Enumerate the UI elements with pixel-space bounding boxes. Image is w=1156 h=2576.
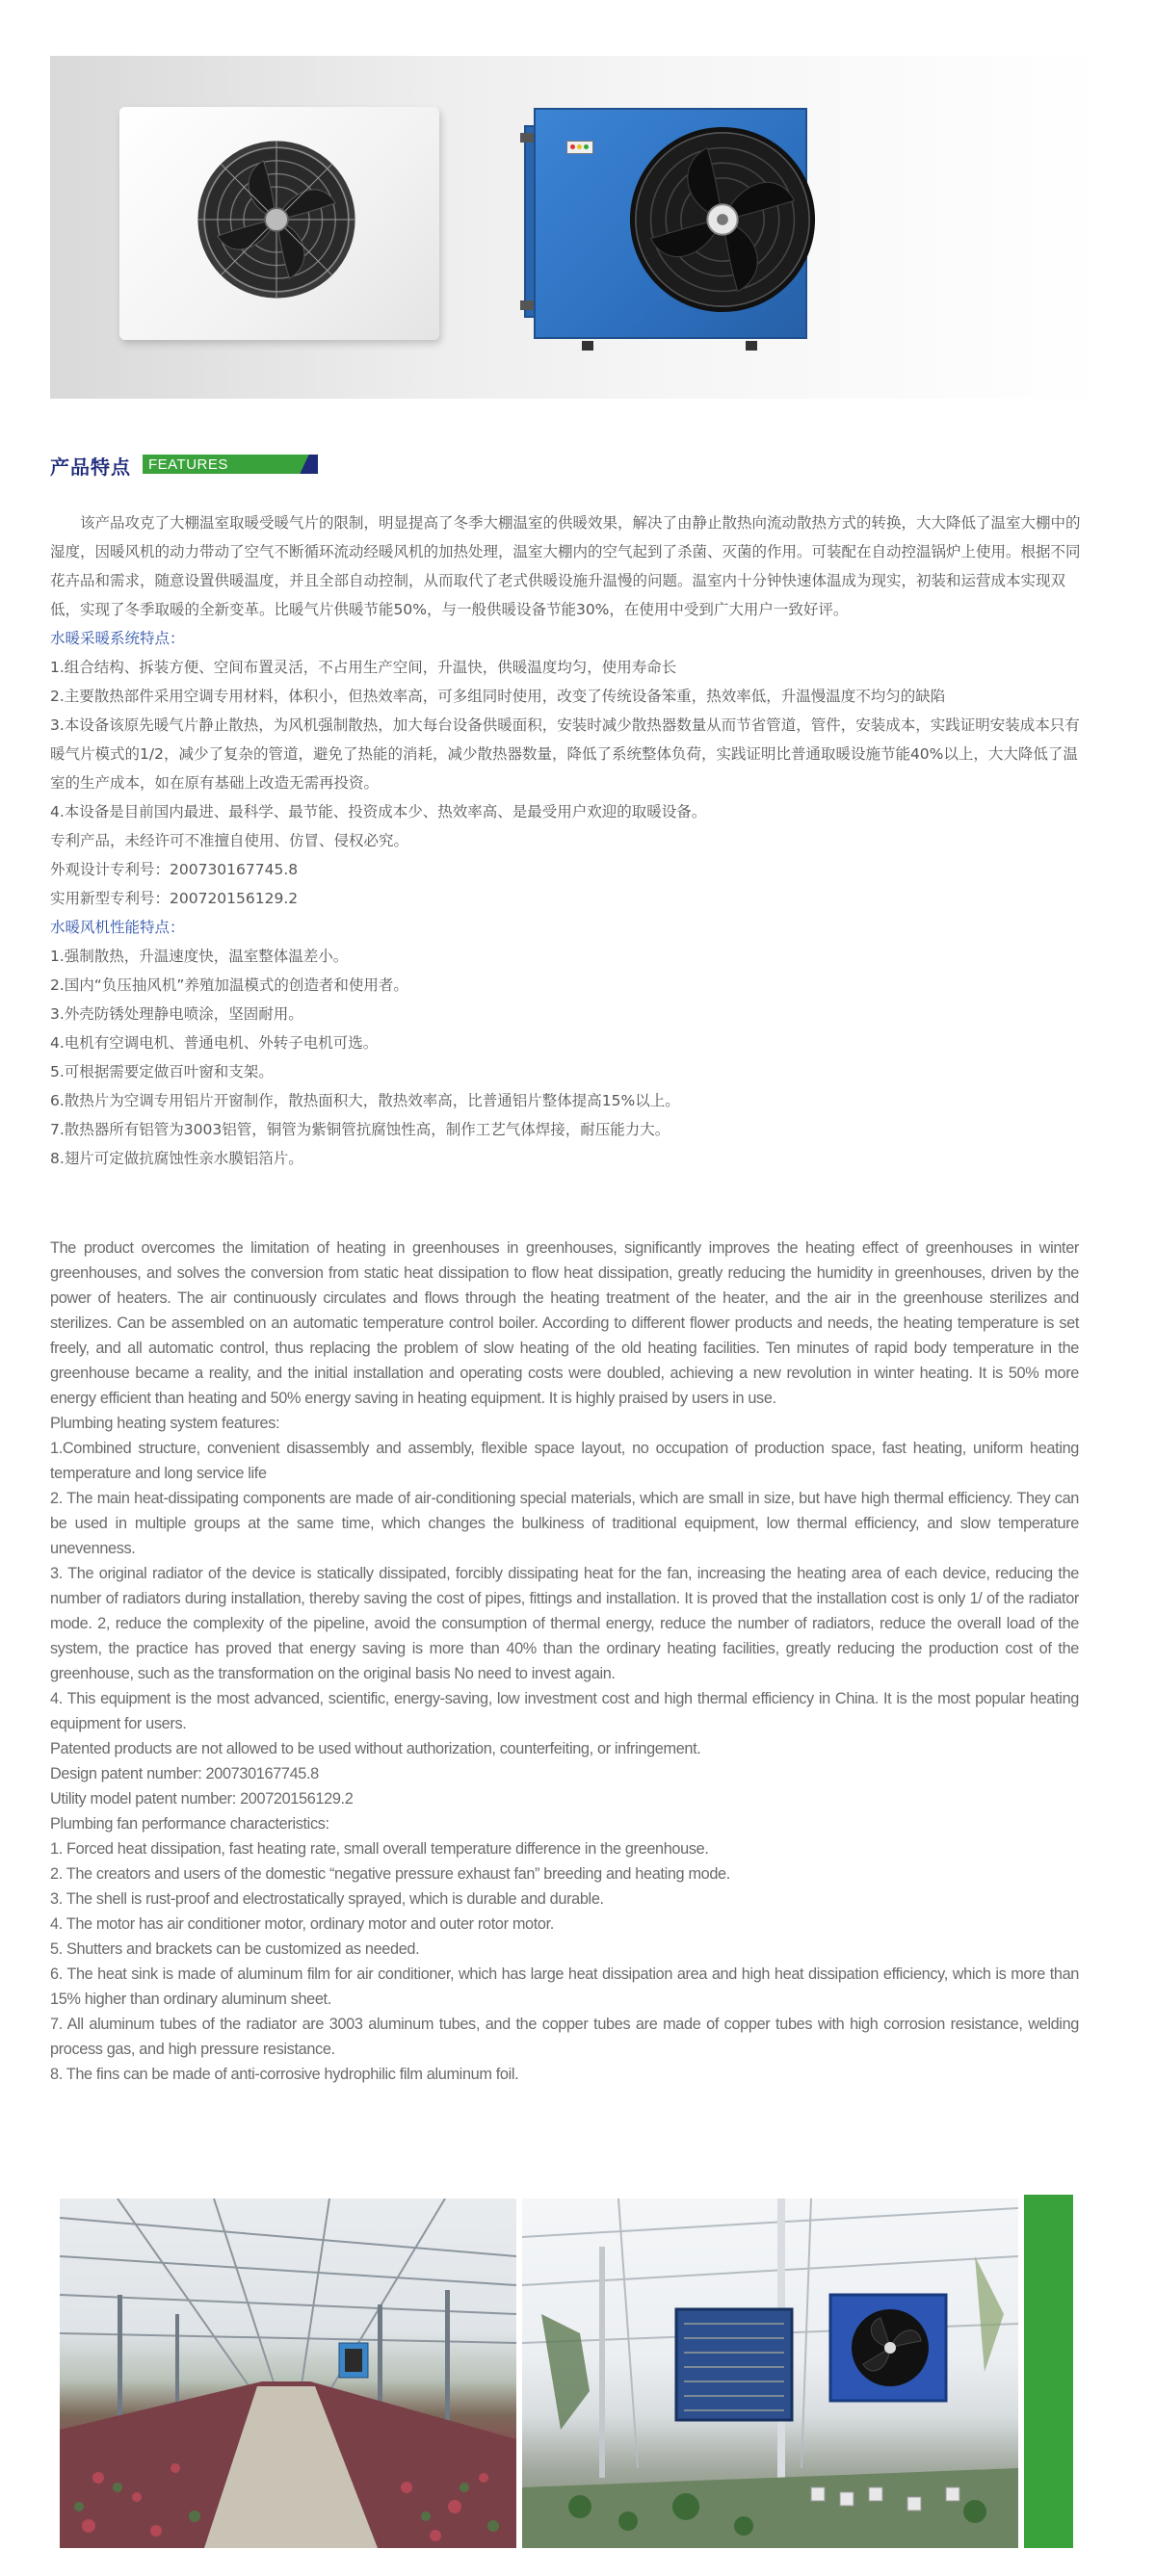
en-system-item: 2. The main heat-dissipating components are made of air-conditioning special materials, which are small in size, but have high thermal efficiency. They can be used in multiple groups at the same time, which changes the bulkiness of traditional equipment, low thermal efficiency, and slow temperature unevenness. [50,1490,1079,1557]
cn-system-item: 3.本设备该原先暖气片静止散热，为风机强制散热，加大每台设备供暖面积，安装时减少散热器数量从而节省管道，管件，安装成本，实践证明安装成本只有暖气片模式的1/2，减少了复杂的管道，避免了热能的消耗，减少散热器数量，降低了系统整体负荷，实践证明比普通取暖设施节能40%以上，大大降低了温室的生产成本，如在原有基础上改造无需再投资。 [50,716,1080,792]
product-photo-panel [50,56,1106,399]
cn-utility-patent: 实用新型专利号：200720156129.2 [50,890,299,907]
cn-fan-item: 4.电机有空调电机、普通电机、外转子电机可选。 [50,1034,379,1052]
greenhouse-photo-left [60,2199,516,2548]
cn-system-item: 2.主要散热部件采用空调专用材料，体积小，但热效率高，可多组同时使用，改变了传统设备笨重，热效率低，升温慢温度不均匀的缺陷 [50,688,946,705]
cn-fan-item: 6.散热片为空调专用铝片开窗制作，散热面积大，散热效率高，比普通铝片整体提高15%以上。 [50,1092,680,1109]
en-fan-item: 5. Shutters and brackets can be customized as needed. [50,1940,420,1958]
en-fan-item: 6. The heat sink is made of aluminum film for air conditioner, which has large heat dissipation area and high heat dissipation efficiency, which is more than 15% higher than ordinary aluminum sheet. [50,1965,1079,2008]
cn-fan-item: 1.强制散热，升温速度快，温室整体温差小。 [50,948,349,965]
cn-design-patent: 外观设计专利号：200730167745.8 [50,861,299,878]
en-fan-item: 7. All aluminum tubes of the radiator are 3003 aluminum tubes, and the copper tubes are made of copper tubes with high corrosion resistance, welding process gas, and high pressure resistance. [50,2016,1079,2058]
cn-fan-item: 3.外壳防锈处理静电喷涂，坚固耐用。 [50,1005,303,1023]
blue-fan-heater-image [524,98,825,352]
en-utility-patent: Utility model patent number: 200720156129.2 [50,1790,354,1808]
cn-system-item: 4.本设备是目前国内最进、最科学、最节能、投资成本少、热效率高、是最受用户欢迎的取暖设备。 [50,803,707,820]
fan-grille-icon [628,125,817,314]
en-system-item: 1.Combined structure, convenient disassembly and assembly, flexible space layout, no occupation of production space, fast heating, uniform heating temperature and long service life [50,1440,1079,1482]
cn-fan-item: 5.可根据需要定做百叶窗和支架。 [50,1063,274,1080]
greenhouse-photo-right [522,2199,1018,2548]
en-system-item: 4. This equipment is the most advanced, scientific, energy-saving, low investment cost and high thermal efficiency in China. It is the most popular heating equipment for users. [50,1690,1079,1732]
greenhouse-scene-illustration [60,2199,516,2548]
greenhouse-heater-illustration [522,2199,1018,2548]
en-fan-item: 3. The shell is rust-proof and electrostatically sprayed, which is durable and durable. [50,1890,604,1908]
en-system-title: Plumbing heating system features: [50,1415,280,1432]
white-fan-heater-image [119,107,439,340]
en-fan-item: 8. The fins can be made of anti-corrosive hydrophilic film aluminum foil. [50,2066,519,2083]
features-tag-label: FEATURES [148,456,228,473]
section-title: 产品特点 [50,455,131,479]
decorative-green-bar [1024,2195,1073,2548]
en-fan-item: 2. The creators and users of the domestic “negative pressure exhaust fan” breeding and heating mode. [50,1865,730,1883]
cn-fan-item: 2.国内“负压抽风机”养殖加温模式的创造者和使用者。 [50,976,408,994]
en-intro: The product overcomes the limitation of heating in greenhouses in greenhouses, significantly improves the heating effect of greenhouses in winter greenhouses, and solves the conversion from static heat dissipation to flow heat dissipation, greatly reducing the humidity in greenhouses, driven by the power of heaters. The air continuously circulates and flows through the heating treatment of the heater, and the air in the greenhouse sterilizes and sterilizes. Can be assembled on an automatic temperature control boiler. According to different flower products and needs, the heating temperature is set freely, and all automatic control, thus replacing the problem of slow heating of the old heating facilities. Ten minutes of rapid body temperature in the greenhouse became a reality, and the initial installation and operating costs were doubled, achieving a new revolution in winter heating. It is 50% more energy efficient than heating and 50% energy saving in heating equipment. It is highly praised by users in use. [50,1239,1079,1407]
en-design-patent: Design patent number: 200730167745.8 [50,1765,319,1782]
english-description [50,1236,1079,2087]
en-fan-title: Plumbing fan performance characteristics: [50,1815,329,1833]
cn-intro: 该产品攻克了大棚温室取暖受暖气片的限制，明显提高了冬季大棚温室的供暖效果，解决了由静止散热向流动散热方式的转换，大大降低了温室大棚中的湿度，因暖风机的动力带动了空气不断循环流动经暖风机的加热处理，温室大棚内的空气起到了杀菌、灭菌的作用。可装配在自动控温锅炉上使用。根据不同花卉品和需求，随意设置供暖温度，并且全部自动控制，从而取代了老式供暖设施升温慢的问题。温室内十分钟快速体温成为现实，初装和运营成本实现双低，实现了冬季取暖的全新变革。比暖气片供暖节能50%，与一般供暖设备节能30%，在使用中受到广大用户一致好评。 [50,514,1081,618]
cn-system-item: 1.组合结构、拆装方便、空间布置灵活，不占用生产空间，升温快，供暖温度均匀，使用寿命长 [50,659,677,676]
cn-patent-notice: 专利产品，未经许可不准擅自使用、仿冒、侵权必究。 [50,832,409,849]
fan-grille-icon [195,138,358,301]
en-fan-item: 4. The motor has air conditioner motor, ordinary motor and outer rotor motor. [50,1915,554,1933]
cn-fan-item: 8.翅片可定做抗腐蚀性亲水膜铝箔片。 [50,1150,303,1167]
en-fan-item: 1. Forced heat dissipation, fast heating rate, small overall temperature difference in the greenhouse. [50,1840,709,1858]
cn-system-title: 水暖采暖系统特点： [50,630,185,647]
cn-fan-item: 7.散热器所有铝管为3003铝管，铜管为紫铜管抗腐蚀性高，制作工艺气体焊接，耐压能力大。 [50,1121,670,1138]
en-patent-notice: Patented products are not allowed to be used without authorization, counterfeiting, or infringement. [50,1740,701,1757]
chinese-description [50,508,1081,1173]
cn-fan-title: 水暖风机性能特点： [50,919,185,936]
features-tag [143,455,318,474]
en-system-item: 3. The original radiator of the device is statically dissipated, forcibly dissipating heat for the fan, increasing the heating area of each device, reducing the number of radiators during installation, thereby saving the cost of pipes, fittings and installation. It is proved that the installation cost is only 1/ of the radiator mode. 2, reduce the complexity of the pipeline, avoid the consumption of thermal energy, reduce the number of radiators, reduce the overall load of the system, the practice has proved that energy saving is more than 40% than the ordinary heating facilities, greatly reducing the production cost of the greenhouse, such as the transformation on the original basis No need to invest again. [50,1565,1079,1682]
indicator-lights [566,141,593,154]
